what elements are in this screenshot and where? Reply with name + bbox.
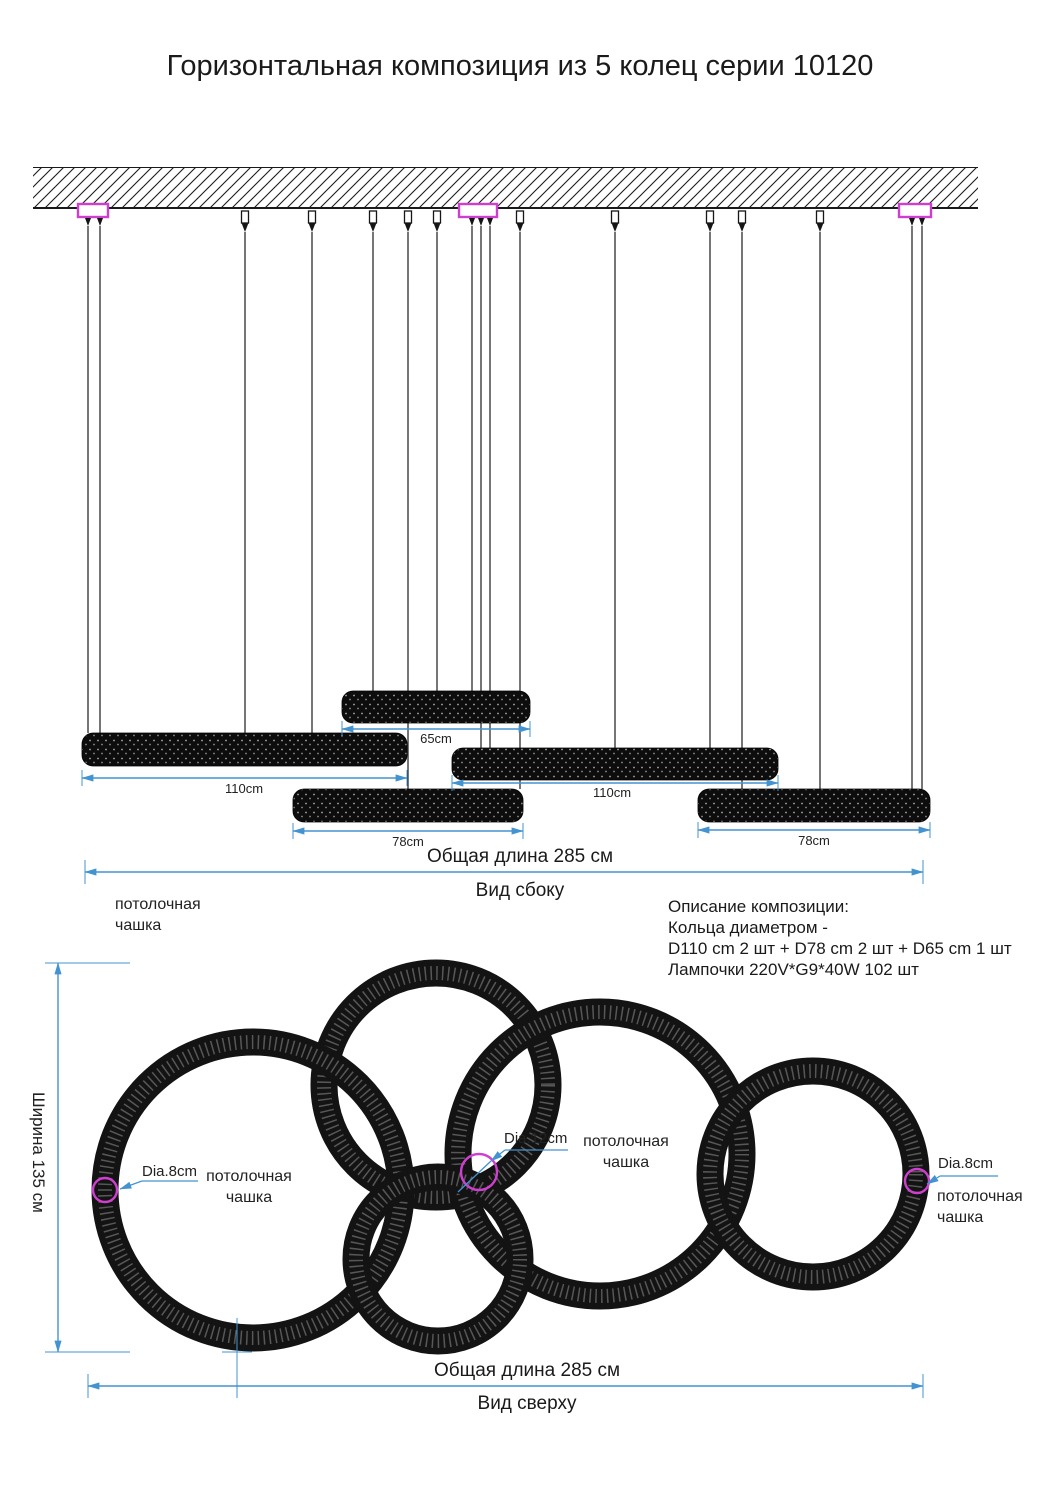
dim-label-110-left: 110cm [224,781,264,796]
ceiling [33,167,978,208]
suspension-mount [739,211,746,232]
dia-label-left: Dia.8cm [142,1163,198,1180]
side-view-caption: Вид сбоку [475,880,565,901]
cup-label-top-center: потолочная чашка [583,1133,669,1171]
top-view-drawing [45,963,998,1398]
description-line4: Лампочки 220V*G9*40W 102 шт [668,960,919,979]
cup-label-line1: потолочная [115,896,201,913]
rings-top [105,973,916,1341]
dim-label-78-left: 78cm [392,834,424,849]
side-view-drawing [33,167,978,884]
description-line3: D110 cm 2 шт + D78 cm 2 шт + D65 cm 1 шт [668,939,1012,958]
dim-label-110-right: 110cm [592,785,632,800]
ring-side-d78-left [293,789,523,822]
page-title: Горизонтальная композиция из 5 колец серии 10120 [166,50,874,82]
ring-side-d65 [342,691,530,723]
suspension-mount [817,211,824,232]
dim-label-65: 65cm [420,731,452,746]
suspension-mount [434,211,441,232]
ceiling-cup-label-side [115,894,201,936]
ceiling-cup-center [459,204,497,217]
suspension-mounts [242,211,824,232]
dia-label-center: Dia.12cm [504,1130,568,1147]
ring-side-d78-right [698,789,930,822]
dim-label-78-right: 78cm [798,833,830,848]
suspension-mount [309,211,316,232]
overall-length-top-label: Общая длина 285 см [433,1360,621,1381]
ring-bars [82,691,930,822]
cup-label-top-left: потолочная чашка [206,1168,292,1206]
leader-left [120,1181,198,1189]
description-line1: Описание композиции: [668,897,849,916]
suspension-mount [370,211,377,232]
overall-length-side-label: Общая длина 285 см [426,846,614,867]
dia-label-right: Dia.8cm [938,1155,994,1172]
ceiling-hatch [33,167,978,208]
ring-side-d110-left [82,733,407,766]
suspension-mount [517,211,524,232]
description-line2: Кольца диаметром - [668,918,828,937]
cup-label-line2: чашка [115,917,162,934]
ceiling-cup-right [899,204,931,217]
composition-description [668,896,1012,980]
suspension-mount [612,211,619,232]
suspension-mount [405,211,412,232]
width-dim-label: Ширина 135 см [29,1092,48,1213]
cup-label-top-right: потолочная чашка [937,1188,1023,1226]
suspension-mount [242,211,249,232]
top-view-caption: Вид сверху [477,1393,577,1414]
leader-right [927,1176,998,1184]
ring-side-d110-right [452,748,778,780]
ceiling-cup-left [78,204,108,217]
suspension-mount [707,211,714,232]
